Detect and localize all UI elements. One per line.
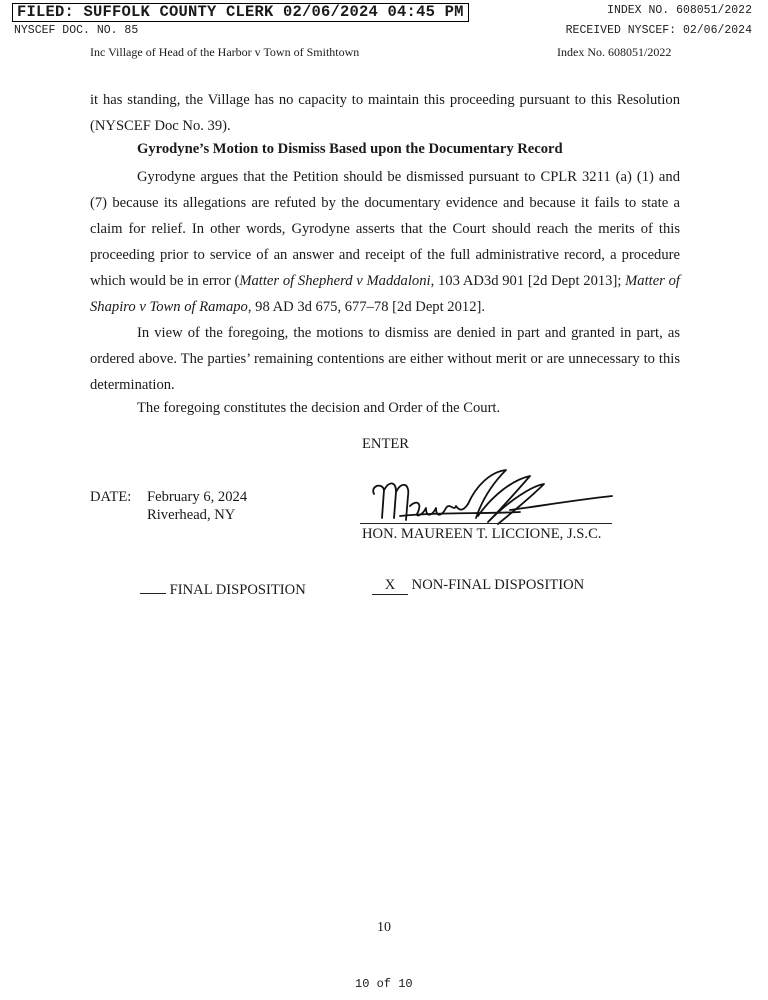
date-place: Riverhead, NY [147, 507, 236, 523]
signature-line [360, 523, 612, 524]
paragraph-foregoing-text: In view of the foregoing, the motions to dismiss are denied in part and granted in part, as ordered above. The parties’ remaining contentions are either without merit or are unnecessary to this determination. [90, 325, 680, 393]
section-heading: Gyrodyne’s Motion to Dismiss Based upon the Documentary Record [137, 141, 563, 157]
final-disposition-label: FINAL DISPOSITION [169, 582, 306, 598]
final-disposition-checkbox [140, 577, 166, 594]
paragraph-standing-line2: (NYSCEF Doc No. 39). [90, 118, 231, 134]
case-caption: Inc Village of Head of the Harbor v Town of Smithtown [90, 45, 360, 59]
citation-shapiro: Matter of Shapiro v Town of Ramapo [90, 273, 680, 315]
paragraph-standing-line1: it has standing, the Village has no capacity to maintain this proceeding pursuant to this Resolution [90, 92, 680, 108]
paragraph-gyrodyne [90, 164, 680, 320]
enter-label: ENTER [362, 436, 410, 452]
stamp-index-number: INDEX NO. 608051/2022 [607, 4, 752, 17]
citation-shepherd-reporter: , 103 AD3d 901 [2d Dept 2013]; [430, 273, 626, 289]
stamp-received-date: RECEIVED NYSCEF: 02/06/2024 [565, 24, 752, 37]
date-label: DATE: [90, 489, 132, 505]
date-value: February 6, 2024 [147, 489, 248, 505]
paragraph-gyrodyne-text: Gyrodyne argues that the Petition should be dismissed pursuant to CPLR 3211 (a) (1) and (7) because its allegations are refuted by the documentary evidence and because it fails to state a claim for relief. In other words, Gyrodyne asserts that the Court should reach the merits of this proceeding prior to service of an answer and receipt of the full administrative record, a procedure which would be in error ( [90, 169, 680, 289]
paragraph-foregoing [90, 320, 680, 398]
nonfinal-disposition-label: NON-FINAL DISPOSITION [411, 577, 585, 593]
page-of-total: 10 of 10 [355, 977, 413, 991]
judge-name: HON. MAUREEN T. LICCIONE, J.S.C. [362, 526, 602, 542]
page-number: 10 [377, 920, 391, 935]
decision-statement: The foregoing constitutes the decision and Order of the Court. [137, 400, 501, 416]
final-disposition [140, 577, 306, 599]
running-index-number: Index No. 608051/2022 [557, 45, 672, 59]
stamp-doc-number: NYSCEF DOC. NO. 85 [14, 24, 139, 37]
filed-stamp: FILED: SUFFOLK COUNTY CLERK 02/06/2024 04:45 PM [12, 3, 469, 22]
paragraph-standing [90, 87, 680, 139]
citation-shapiro-reporter: , 98 AD 3d 675, 677–78 [2d Dept 2012]. [247, 299, 485, 315]
nonfinal-disposition [372, 577, 584, 595]
citation-shepherd: Matter of Shepherd v Maddaloni [239, 273, 431, 289]
nonfinal-disposition-checkbox: X [372, 577, 408, 595]
